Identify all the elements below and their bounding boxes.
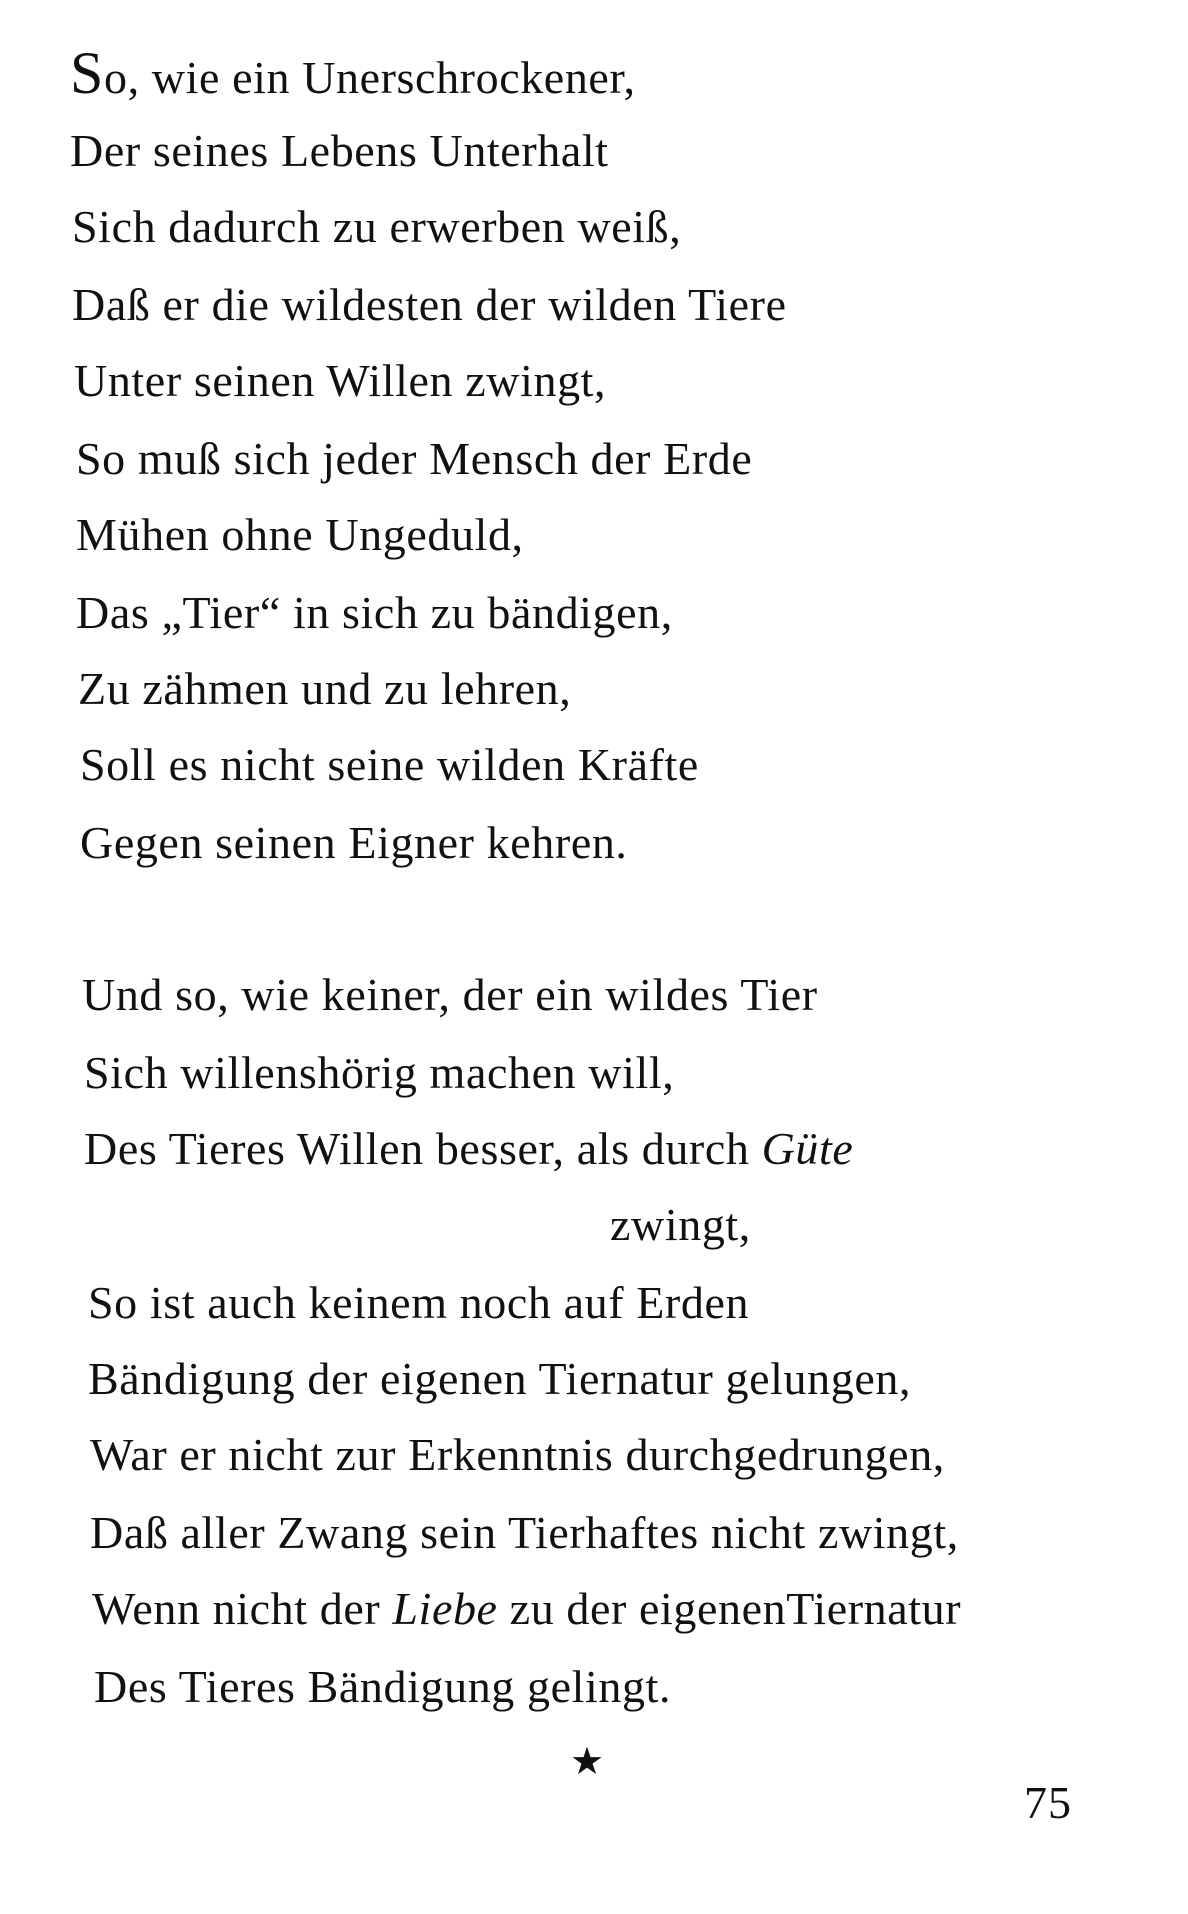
- poem-line: [70, 40, 636, 106]
- poem-line-continuation: zwingt,: [610, 1199, 751, 1250]
- poem-line: Der seines Lebens Unterhalt: [70, 125, 609, 176]
- emphasis-text: Liebe: [392, 1583, 498, 1634]
- poem-line: Zu zähmen und zu lehren,: [78, 663, 572, 714]
- poem-line: Daß aller Zwang sein Tierhaftes nicht zwingt,: [90, 1507, 959, 1558]
- poem-line: Mühen ohne Ungeduld,: [76, 509, 524, 560]
- poem-line: War er nicht zur Erkenntnis durchgedrungen,: [90, 1429, 945, 1480]
- poem-line: Und so, wie keiner, der ein wildes Tier: [82, 969, 818, 1020]
- poem-line: Soll es nicht seine wilden Kräfte: [80, 739, 699, 790]
- poem-line: So muß sich jeder Mensch der Erde: [76, 433, 753, 484]
- line-text: o, wie ein Unerschrockener,: [103, 52, 636, 103]
- poem-line: Sich dadurch zu erwerben weiß,: [72, 201, 682, 252]
- poem-line: So ist auch keinem noch auf Erden: [88, 1277, 750, 1328]
- emphasis-text: Güte: [761, 1123, 854, 1174]
- star-ornament-icon: ★: [570, 1741, 605, 1783]
- poem-line: Daß er die wildesten der wilden Tiere: [72, 279, 787, 330]
- line-text: zu der eigenenTiernatur: [497, 1583, 962, 1634]
- line-text: Wenn nicht der: [92, 1583, 393, 1634]
- page-number: 75: [1024, 1777, 1072, 1828]
- poem-line: Das „Tier“ in sich zu bändigen,: [76, 587, 673, 638]
- poem-line: Gegen seinen Eigner kehren.: [80, 817, 628, 868]
- poem-line: Des Tieres Bändigung gelingt.: [94, 1661, 672, 1712]
- poem-line: Bändigung der eigenen Tiernatur gelungen,: [88, 1353, 912, 1404]
- poem-line: [92, 1582, 961, 1636]
- initial-letter: S: [70, 40, 104, 106]
- poem-line: Sich willenshörig machen will,: [84, 1047, 675, 1098]
- poem-line: [84, 1122, 853, 1176]
- poem-line: Unter seinen Willen zwingt,: [74, 355, 607, 406]
- line-text: Des Tieres Willen besser, als durch: [84, 1123, 762, 1174]
